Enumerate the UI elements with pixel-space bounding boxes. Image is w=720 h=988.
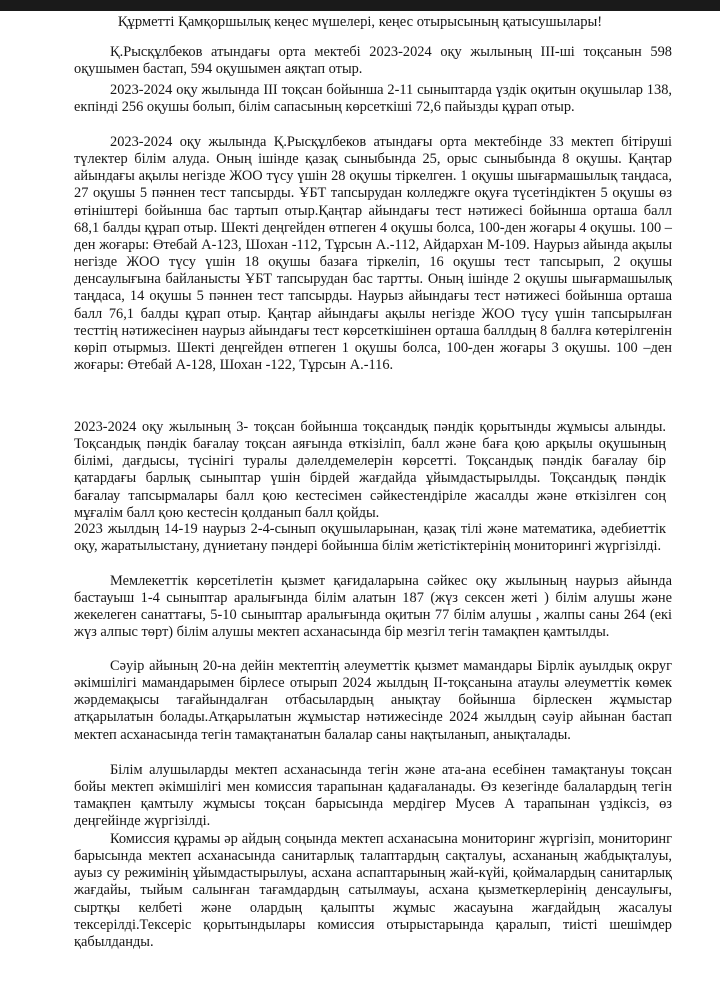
paragraph-meal-supervision: Білім алушыларды мектеп асханасында тегін және ата-ана есебінен тамақтануы тоқсан бойы мектеп әкімшілігі мен комиссия тарапынан қадағаланады. Өз кезегінде балалардың тегін тамақпен қамтылу жұмысы тоқсан барысында мердігер Мусев А тарапынан үздіксіз, өз деңгейінде жүргізілді. (74, 762, 672, 830)
paragraph-quarterly-assessment: 2023-2024 оқу жылының 3- тоқсан бойынша тоқсандық пәндік қорытынды жұмысы алынды. Тоқсандық пәндік бағалау тоқсан аяғында өткізіліп, балл және баға қою арқылы оқушының білімі, дағдысы, түсінігі туралы дәлелдемелерін көрсетті. Тоқсандық пәндік бағалау бір қатардағы барлық сыныптар үшін бірдей жағдайда ұйымдастырылды. Тоқсандық пәндік бағалау тапсырмалары балл қою кестесімен сәйкестендіріле жасалды және өткізілген соң мұғалім балл қою кестесін қолданып балл қойды. (74, 419, 666, 521)
paragraph-enrollment: Қ.Рысқұлбеков атындағы орта мектебі 2023-2024 оқу жылының ІІІ-ші тоқсанын 598 оқушымен бастап, 594 оқушымен аяқтап отыр. (74, 44, 672, 78)
paragraph-academic-quality: 2023-2024 оқу жылында ІІІ тоқсан бойынша 2-11 сыныптарда үздік оқитын оқушылар 138, екпінді 256 оқушы болып, білім сапасының көрсеткіші 72,6 пайызды құрап отыр. (74, 82, 672, 116)
document-title: Құрметті Қамқоршылық кеңес мүшелері, кеңес отырысының қатысушылары! (117, 14, 603, 30)
paragraph-monitoring-primary: 2023 жылдың 14-19 наурыз 2-4-сынып оқушыларынан, қазақ тілі және математика, әдебиеттік оқу, жаратылыстану, дүниетану пәндері бойынша білім жетістіктерінің мониторингі жүргізілді. (74, 521, 666, 555)
paragraph-graduates-testing: 2023-2024 оқу жылында Қ.Рысқұлбеков атындағы орта мектебінде 33 мектеп бітіруші түлектер білім алуда. Оның ішінде қазақ сыныбында 25, орыс сыныбында 8 оқушы. Қаңтар айындағы ақылы негізде ЖОО түсу үшін 28 оқушы тіркелген. 1 оқушы шығармашылық таңдаса, 27 оқушы 5 пәннен тест тапсырды. ҰБТ тапсырудан колледжге оқуға түсетіндіктен 5 оқушы өз өтініштері бойынша бас тартып отыр.Қаңтар айындағы тест нәтижесі бойынша орташа балл 68,1 балды құрап отыр. Шекті деңгейден өтпеген 4 оқушы болса, 100-ден жоғары 4 оқушы. 100 –ден жоғары: Өтебай А-123, Шохан -112, Тұрсын А.-112, Айдархан М-109. Наурыз айында ақылы негізде ЖОО түсу үшін 18 оқушы базаға тіркеліп, 16 оқушы тест тапсырып, 2 оқушы денсаулығына байланысты ҰБТ тапсырудан бас тартты. Оның ішінде 2 оқушы шығармашылық таңдаса, 14 оқушы 5 пәннен тест тапсырды. Наурыз айындағы тест нәтижесі бойынша орташа балл 76,1 балды құрап отыр. Қаңтар айындағы ақылы негізде ЖОО түсу үшін тапсырылған тесттің нәтижесінен наурыз айындағы тест көрсеткішінен орташа баллдың 8 баллға көтерілгенін көріп отырмыз. Шекті деңгейден өтпеген 1 оқушы болса, 100-ден жоғары 3 оқушы. 100 –ден жоғары: Өтебай А-128, Шохан -122, Тұрсын А.-116. (74, 134, 672, 374)
paragraph-social-services: Сәуір айының 20-на дейін мектептің әлеуметтік қызмет мамандары Бірлік ауылдық округ әкімшілігі мамандарымен бірлесе отырып 2024 жылдың ІІ-тоқсанына атаулы әлеуметтік көмек жәрдемақысы тағайындалған отбасылардың анықтау бойынша бірлескен жұмыстар атқарылатын болады.Атқарылатын жұмыстар нәтижесінде 2024 жылдың сәуір айынан бастап мектеп асханасында тегін тамақтанатын балалар саны нақтыланып, анықталады. (74, 658, 672, 743)
paragraph-commission-monitoring: Комиссия құрамы әр айдың соңында мектеп асханасына мониторинг жүргізіп, мониторинг барысында мектеп асханасында санитарлық талаптардың сақталуы, асхананың жабдықталуы, ауыз су режимінің ұйымдастырылуы, асхана аспаптарының жай-күйі, қоймалардың санитарлық жағдайы, тыйым салынған тағамдардың сатылмауы, асхана қызметкерлерінің денсаулығы, сыртқы келбеті және олардың қалыпты жұмыс жасауына жағдайдың жасалуы тексерілді.Тексеріс қорытындылары комиссия отырыстарында қаралып, тиісті шешімдер қабылданды. (74, 831, 672, 950)
paragraph-free-meals: Мемлекеттік көрсетілетін қызмет қағидаларына сәйкес оқу жылының наурыз айында бастауыш 1-4 сыныптар аралығында білім алатын 187 (жүз сексен жеті ) білім алушы және жекелеген санаттағы, 5-10 сыныптар аралығында оқитын 77 білім алушы , жалпы саны 264 (екі жүз алпыс төрт) білім алушы мектеп асханасында бір мезгіл тегін тамақпен қамтылды. (74, 573, 672, 641)
